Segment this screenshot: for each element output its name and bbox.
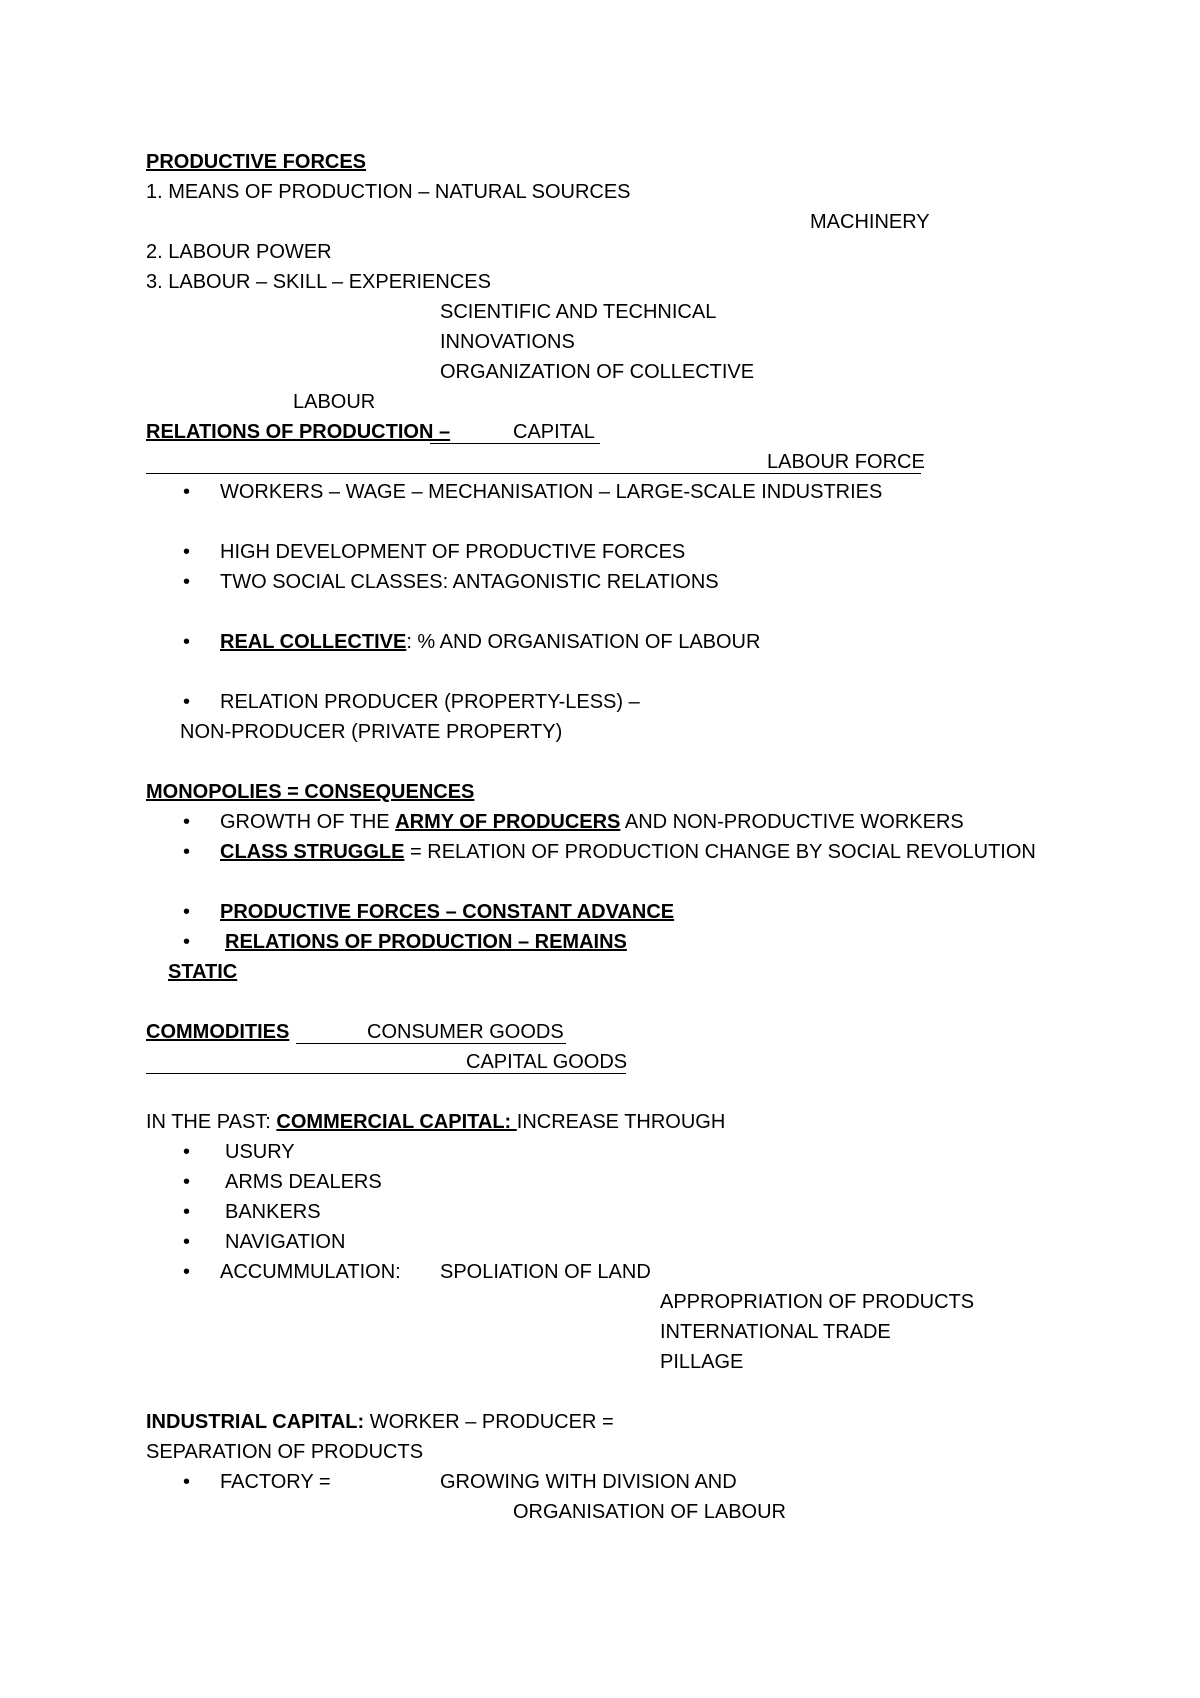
non-producer-text: NON-PRODUCER (PRIVATE PROPERTY) [180,721,563,743]
in-the-past-text: IN THE PAST: [146,1111,277,1133]
list-item: ARMS DEALERS [225,1171,382,1193]
bullet-icon: • [183,811,191,833]
underline-rule [146,473,921,474]
heading-productive-forces: PRODUCTIVE FORCES [146,151,367,173]
class-struggle-text: = RELATION OF PRODUCTION CHANGE BY SOCIAL REVOLUTION [404,841,1036,863]
bullet-icon: • [183,1471,191,1493]
bullet-icon: • [183,481,191,503]
class-struggle-label: CLASS STRUGGLE [220,841,405,863]
productive-forces-advance-item: PRODUCTIVE FORCES – CONSTANT ADVANCE [220,901,675,923]
static-text: STATIC [168,961,238,983]
real-collective-label: REAL COLLECTIVE [220,631,407,653]
relation-producer-item: RELATION PRODUCER (PROPERTY-LESS) – [220,691,640,713]
growth-pre-text: GROWTH OF THE [220,811,396,833]
high-development-item: HIGH DEVELOPMENT OF PRODUCTIVE FORCES [220,541,686,563]
heading-commodities: COMMODITIES [146,1021,290,1043]
growth-post-text: AND NON-PRODUCTIVE WORKERS [620,811,964,833]
heading-relations-of-production: RELATIONS OF PRODUCTION – [146,421,451,443]
real-collective-item [220,630,760,654]
organization-collective-text: ORGANIZATION OF COLLECTIVE [440,361,755,383]
industrial-capital-label: INDUSTRIAL CAPITAL: [146,1411,365,1433]
bullet-icon: • [183,1261,191,1283]
capital-text: CAPITAL [513,421,595,443]
labour-line: 3. LABOUR – SKILL – EXPERIENCES [146,271,491,293]
bullet-icon: • [183,691,191,713]
machinery-text: MACHINERY [810,211,930,233]
underline-rule [430,443,600,444]
list-item: BANKERS [225,1201,321,1223]
accumulation-item: INTERNATIONAL TRADE [660,1321,891,1343]
labour-force-text: LABOUR FORCE [767,451,925,473]
bullet-icon: • [183,901,191,923]
separation-of-products-text: SEPARATION OF PRODUCTS [146,1441,424,1463]
accumulation-item: PILLAGE [660,1351,744,1373]
heading-monopolies: MONOPOLIES = CONSEQUENCES [146,781,475,803]
real-collective-text: : % AND ORGANISATION OF LABOUR [406,631,761,653]
commercial-capital-line [146,1110,725,1134]
organisation-of-labour-text: ORGANISATION OF LABOUR [513,1501,786,1523]
labour-power-line: 2. LABOUR POWER [146,241,332,263]
commercial-capital-label: COMMERCIAL CAPITAL: [276,1111,517,1133]
list-item: USURY [225,1141,295,1163]
labour-text: LABOUR [293,391,376,413]
relations-remains-item: RELATIONS OF PRODUCTION – REMAINS [225,931,627,953]
growing-division-text: GROWING WITH DIVISION AND [440,1471,737,1493]
bullet-icon: • [183,841,191,863]
means-of-production-line: 1. MEANS OF PRODUCTION – NATURAL SOURCES [146,181,631,203]
bullet-icon: • [183,541,191,563]
factory-label: FACTORY = [220,1471,331,1493]
two-social-classes-item: TWO SOCIAL CLASSES: ANTAGONISTIC RELATIONS [220,571,719,593]
capital-goods-text: CAPITAL GOODS [466,1051,628,1073]
bullet-icon: • [183,1231,191,1253]
list-item: NAVIGATION [225,1231,346,1253]
growth-item [220,810,964,834]
bullet-icon: • [183,631,191,653]
industrial-capital-text: WORKER – PRODUCER = [364,1411,614,1433]
accumulation-item: SPOLIATION OF LAND [440,1261,651,1283]
underline-rule [146,1073,626,1074]
accumulation-item: APPROPRIATION OF PRODUCTS [660,1291,975,1313]
innovations-text: INNOVATIONS [440,331,575,353]
bullet-icon: • [183,571,191,593]
scientific-technical-text: SCIENTIFIC AND TECHNICAL [440,301,717,323]
bullet-icon: • [183,931,191,953]
accumulation-label: ACCUMMULATION: [220,1261,401,1283]
underline-rule [296,1043,566,1044]
industrial-capital-line [146,1410,614,1434]
class-struggle-item [220,840,1036,864]
bullet-icon: • [183,1141,191,1163]
consumer-goods-text: CONSUMER GOODS [367,1021,564,1043]
bullet-icon: • [183,1201,191,1223]
increase-through-text: INCREASE THROUGH [516,1111,726,1133]
bullet-icon: • [183,1171,191,1193]
workers-wage-item: WORKERS – WAGE – MECHANISATION – LARGE-SCALE INDUSTRIES [220,481,883,503]
army-of-producers-label: ARMY OF PRODUCERS [395,811,621,833]
